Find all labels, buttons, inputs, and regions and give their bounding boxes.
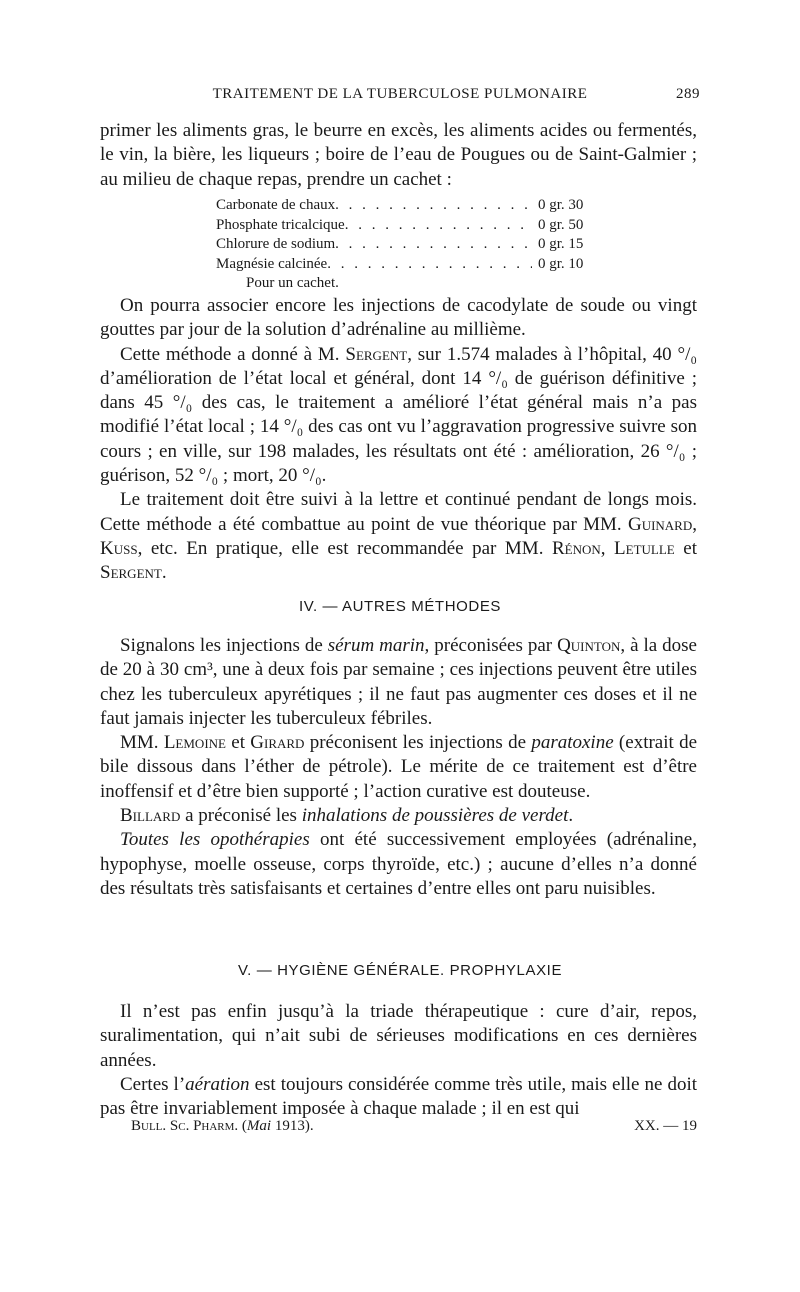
methods-block — [100, 294, 697, 586]
text-run: Certes l’ — [120, 1073, 186, 1095]
text-run: , préconisées par — [424, 635, 558, 656]
prescription-table — [216, 196, 626, 294]
ingredient-name: Carbonate de chaux — [216, 197, 336, 213]
author-name: Billard — [120, 805, 181, 827]
text-run: 1913). — [271, 1118, 314, 1134]
paragraph-serum — [100, 634, 697, 731]
text-run: Le traitement doit être suivi à la lettre et continué pendant de longs mois. Cette méthode a été combattue au point de vue théorique par MM. — [100, 489, 697, 535]
other-methods-block — [100, 634, 697, 901]
leader-dots — [335, 196, 532, 216]
author-name: Rénon — [551, 537, 601, 559]
page-footer — [131, 1118, 697, 1135]
signature-mark: XX. — 19 — [634, 1118, 697, 1134]
paragraph-paratoxine — [100, 731, 697, 804]
text-run: , — [600, 537, 615, 559]
leader-dots — [345, 216, 532, 236]
journal-name: Bull. Sc. Pharm. — [131, 1118, 239, 1134]
text-run: , sur 1.574 malades à l’hôpital, 40 °/₀ d’amélioration de l’état local et général, dont 14 °/₀ de guérison définitive ; dans 45 °/₀ des cas, le traitement a amélioré l’état général mais n’a pas modifié l’état local ; 14 °/₀ des cas ont vu l’aggravation progressive suivre son cours ; en ville, sur 198 malades, les résultats ont été : amélioration, 26 °/₀ ; guérison, 52 °/₀ ; mort, 20 °/₀. — [100, 343, 697, 487]
text-run: , à la dose de 20 à 30 cm³, une à deux fois par semaine ; ces injections peuvent être utiles chez les tuberculeux apyrétiques ; il ne faut pas augmenter ces doses et il ne faut jamais injecter les tuberculeux fébriles. — [100, 635, 697, 729]
author-name: Sergent — [100, 562, 162, 584]
paragraph-criticism — [100, 488, 697, 585]
paragraph-triade: Il n’est pas enfin jusqu’à la triade thérapeutique : cure d’air, repos, suralimentation, qui n’ait subi de sérieuses modifications en ces dernières années. — [100, 1001, 697, 1071]
ingredient-dose: 0 gr. 30 — [538, 197, 584, 213]
page-number: 289 — [676, 86, 700, 102]
paragraph-aeration — [100, 1073, 697, 1122]
prescription-row — [216, 216, 626, 236]
author-name: Girard — [250, 732, 305, 754]
text-run: Signalons les injections de — [120, 635, 328, 656]
text-run: est toujours considérée comme très utile, mais elle ne doit pas être invariablement imposée à chaque malade ; il en est qui — [100, 1073, 697, 1120]
prescription-row — [216, 235, 626, 255]
ingredient-name: Chlorure de sodium — [216, 236, 336, 253]
emphasis: Toutes les opothérapies — [120, 829, 310, 851]
text-run: et — [225, 732, 251, 754]
leader-dots — [335, 235, 532, 255]
paragraph-cacodylate: On pourra associer encore les injections de cacodylate de soude ou vingt gouttes par jour de la solution d’adrénaline au millième. — [100, 295, 697, 341]
author-name: Kuss — [100, 537, 138, 559]
text-run: (extrait de bile dissous dans l’éther de pétrole). Le mérite de ce traitement est d’être inoffensif et d’être bien supporté ; l’action curative est douteuse. — [100, 732, 698, 802]
running-title: TRAITEMENT DE LA TUBERCULOSE PULMONAIRE — [212, 86, 588, 102]
emphasis: inhalations de poussières de verdet — [301, 805, 569, 827]
text-run: et — [674, 537, 697, 559]
emphasis: aération — [185, 1073, 250, 1095]
ingredient-dose: 0 gr. 50 — [538, 216, 584, 233]
author-name: Sergent — [345, 343, 408, 365]
leader-dots — [327, 255, 532, 275]
author-name: Guinard — [627, 513, 693, 535]
paragraph-verdet — [100, 804, 697, 828]
ingredient-name: Magnésie calcinée — [216, 255, 328, 272]
paragraph-results — [100, 343, 697, 489]
intro-paragraph: primer les aliments gras, le beurre en excès, les aliments acides ou fermentés, le vin, la bière, les liqueurs ; boire de l’eau de Pougues ou de Saint-Galmier ; au milieu de chaque repas, prendre un cachet : — [100, 120, 697, 190]
author-name: Quinton — [557, 635, 621, 656]
text-run: MM. — [120, 732, 164, 754]
emphasis: paratoxine — [531, 732, 614, 754]
author-name: Letulle — [614, 537, 675, 559]
paragraph-opotherapies — [100, 828, 697, 901]
running-header — [100, 86, 700, 103]
text-run: . — [568, 805, 574, 827]
intro-block — [100, 119, 697, 192]
section-heading-iv: IV. — AUTRES MÉTHODES — [298, 598, 502, 615]
text-run: , etc. En pratique, elle est recommandée par MM. — [137, 537, 552, 559]
text-run: préconisent les injections de — [304, 732, 532, 754]
section-heading-v: V. — HYGIÈNE GÉNÉRALE. PROPHYLAXIE — [237, 962, 563, 979]
hygiene-block — [100, 1000, 697, 1121]
text-run: a préconisé les — [180, 805, 302, 827]
emphasis: sérum marin — [327, 635, 425, 656]
prescription-footer: Pour un cachet. — [246, 275, 339, 292]
prescription-row — [216, 255, 626, 275]
text-run: ont été successivement employées (adrénaline, hypophyse, moelle osseuse, corps thyroïde, etc.) ; aucune d’elles n’a donné des résultats très satisfaisants et certaines d’entre elles ont paru nuisibles. — [100, 829, 697, 899]
ingredient-dose: 0 gr. 15 — [538, 236, 584, 253]
author-name: Lemoine — [163, 732, 226, 754]
text-run: ( — [238, 1118, 247, 1134]
text-run: Cette méthode a donné à M. — [120, 343, 346, 365]
issue-month: Mai — [246, 1118, 272, 1134]
ingredient-dose: 0 gr. 10 — [538, 255, 584, 272]
prescription-row — [216, 196, 626, 216]
text-run: . — [161, 562, 167, 584]
text-run: , — [692, 513, 697, 535]
ingredient-name: Phosphate tricalcique — [216, 216, 345, 233]
